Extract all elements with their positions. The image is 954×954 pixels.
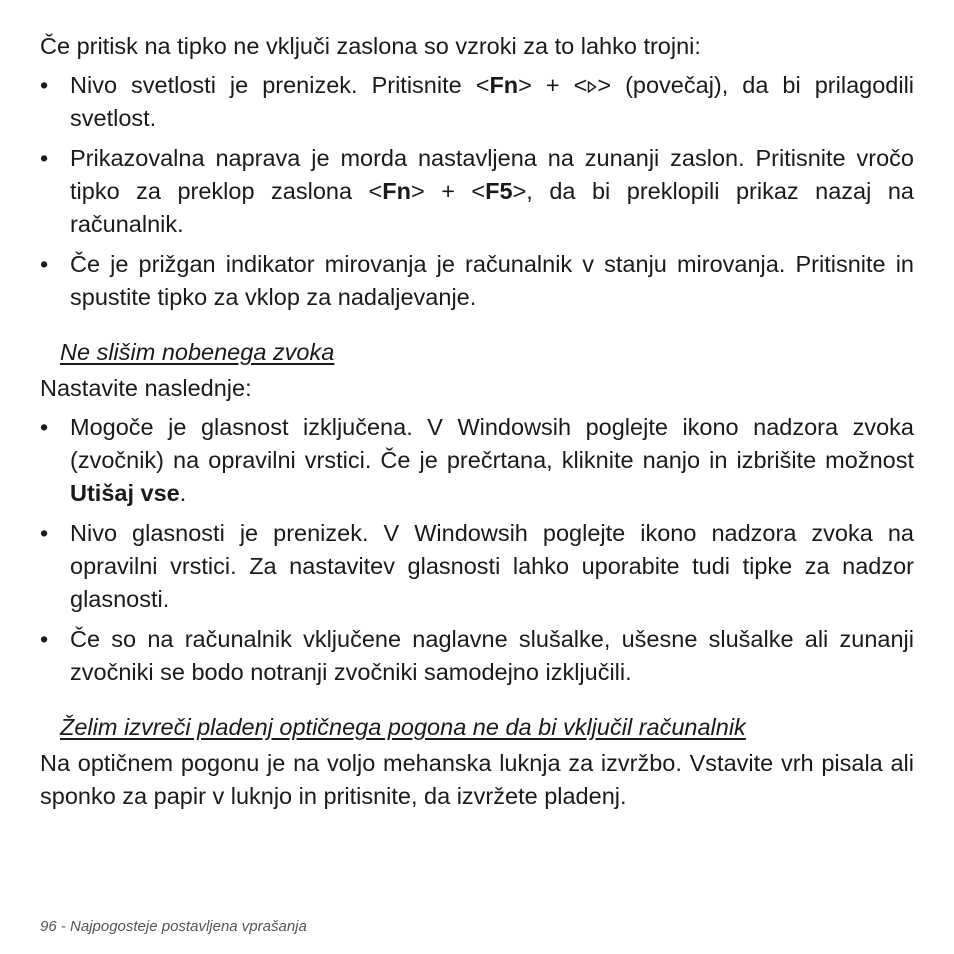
screen-causes-list [40,69,914,314]
brightness-text-1: Nivo svetlosti je prenizek. Pritisnite < [70,72,490,98]
no-sound-heading: Ne slišim nobenega zvoka [60,339,335,365]
bullet-marker: • [40,626,49,652]
bullet-marker: • [40,251,49,277]
sound-causes-list [40,411,914,689]
brightness-text-3: > (povečaj), da bi prilagodili svetlost. [70,72,915,131]
display-text-3: >, da bi preklopili prikaz nazaj na računalnik. [70,178,914,237]
intro-paragraph: Če pritisk na tipko ne vključi zaslona so vzroki za to lahko trojni: [40,33,701,59]
page-content [40,30,914,813]
bullet-marker: • [40,520,49,546]
brightness-text-2: > + < [518,72,588,98]
list-item [40,411,914,510]
fn-key-label: Fn [382,178,411,204]
headphones-text: Če so na računalnik vključene naglavne slušalke, ušesne slušalke ali zunanji zvočniki se bodo notranji zvočniki samodejno izključili. [70,626,914,685]
eject-tray-paragraph: Na optičnem pogonu je na voljo mehanska luknja za izvržbo. Vstavite vrh pisala ali sponko za papir v luknjo in pritisnite, da izvržete pladenj. [40,750,914,809]
bullet-marker: • [40,145,49,171]
fn-key-label: Fn [489,72,519,98]
list-item [40,69,914,135]
list-item [40,517,914,616]
bullet-marker: • [40,72,49,98]
no-sound-intro: Nastavite naslednje: [40,375,252,401]
list-item [40,248,914,314]
mute-all-option: Utišaj vse [70,480,180,506]
mute-text-1: Mogoče je glasnost izključena. V Windowsih poglejte ikono nadzora zvoka (zvočnik) na opravilni vrstici. Če je prečrtana, kliknite nanjo in izbrišite možnost [70,414,914,473]
brightness-up-icon [587,80,597,94]
bullet-marker: • [40,414,49,440]
sleep-indicator-text: Če je prižgan indikator mirovanja je računalnik v stanju mirovanja. Pritisnite in spustite tipko za vklop za nadaljevanje. [70,251,914,310]
mute-text-2: . [179,480,187,506]
display-text-2: > + < [410,178,486,204]
page-footer: 96 - Najpogosteje postavljena vprašanja [40,918,307,935]
display-text-1: Prikazovalna naprava je morda nastavljena na zunanji zaslon. Pritisnite vročo tipko za preklop zaslona < [70,145,914,204]
eject-tray-heading: Želim izvreči pladenj optičnega pogona ne da bi vključil računalnik [60,714,746,740]
volume-low-text: Nivo glasnosti je prenizek. V Windowsih poglejte ikono nadzora zvoka na opravilni vrstici. Za nastavitev glasnosti lahko uporabite tudi tipke za nadzor glasnosti. [70,520,914,612]
list-item [40,623,914,689]
f5-key-label: F5 [485,178,513,204]
list-item [40,142,914,241]
